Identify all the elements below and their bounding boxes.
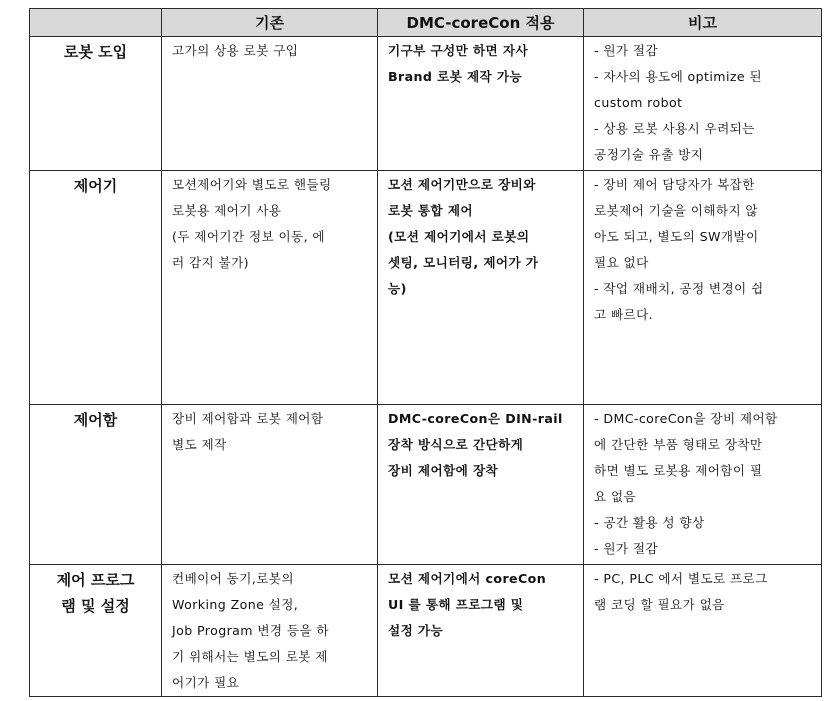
note-item — [594, 406, 815, 510]
table-row-control-box — [30, 405, 822, 565]
note-line: 고 빠르다. — [594, 307, 654, 322]
existing-line: 장비 제어함과 로봇 제어함 — [172, 411, 324, 426]
existing-cell — [162, 565, 378, 697]
applied-line: Brand 로봇 제작 가능 — [388, 69, 523, 84]
note-line: - 작업 재배치, 공정 변경이 쉽 — [594, 281, 764, 296]
existing-line: 러 감지 불가) — [172, 255, 249, 270]
note-line: - PC, PLC 에서 별도로 프로그 — [594, 571, 768, 586]
note-item — [594, 536, 815, 562]
applied-line: 셋팅, 모니터링, 제어가 가 — [388, 255, 539, 270]
note-line: - DMC-coreCon을 장비 제어함 — [594, 411, 778, 426]
existing-line: 로봇용 제어기 사용 — [172, 203, 282, 218]
applied-line: 능) — [388, 281, 407, 296]
note-line: - 장비 제어 담당자가 복잡한 — [594, 177, 755, 192]
note-line: 로봇제어 기술을 이해하지 않 — [594, 203, 758, 218]
applied-cell — [378, 171, 584, 405]
existing-line: 기 위해서는 별도의 로봇 제 — [172, 649, 328, 664]
header-existing: 기존 — [162, 9, 378, 37]
existing-line: Job Program 변경 등을 하 — [172, 623, 329, 638]
row-label — [30, 37, 162, 171]
note-line: 램 코딩 할 필요가 없음 — [594, 597, 725, 612]
note-line: 하면 별도 로봇용 제어함이 필 — [594, 463, 763, 478]
note-item — [594, 38, 815, 64]
row-label-line: 제어기 — [73, 177, 118, 195]
note-item — [594, 510, 815, 536]
applied-line: 장비 제어함에 장착 — [388, 463, 499, 478]
applied-line: 모션 제어기에서 coreCon — [388, 571, 547, 586]
notes-cell — [584, 37, 822, 171]
notes-list — [594, 172, 815, 328]
applied-line: 모션 제어기만으로 장비와 — [388, 177, 536, 192]
applied-line: 기구부 구성만 하면 자사 — [388, 43, 529, 58]
notes-cell — [584, 405, 822, 565]
notes-cell — [584, 171, 822, 405]
note-line: 아도 되고, 별도의 SW개발이 — [594, 229, 759, 244]
comparison-table-wrapper — [29, 8, 822, 697]
header-empty — [30, 9, 162, 37]
row-label-line: 로봇 도입 — [63, 43, 128, 61]
existing-line: 컨베이어 동기,로봇의 — [172, 571, 294, 586]
note-item — [594, 64, 815, 116]
comparison-table — [29, 8, 822, 697]
applied-line: 장착 방식으로 간단하게 — [388, 437, 524, 452]
table-row-program-settings — [30, 565, 822, 697]
existing-line: 어기가 필요 — [172, 675, 240, 690]
header-notes: 비고 — [584, 9, 822, 37]
note-line: - 원가 절감 — [594, 541, 659, 556]
applied-line: DMC-coreCon은 DIN-rail — [388, 411, 563, 426]
existing-cell — [162, 405, 378, 565]
table-row-controller — [30, 171, 822, 405]
applied-cell — [378, 405, 584, 565]
existing-line: (두 제어기간 정보 이동, 에 — [172, 229, 325, 244]
notes-list — [594, 566, 815, 618]
applied-cell — [378, 37, 584, 171]
applied-cell — [378, 565, 584, 697]
row-label-line: 제어 프로그 — [56, 571, 135, 589]
note-item — [594, 566, 815, 618]
header-applied: DMC-coreCon 적용 — [378, 9, 584, 37]
applied-line: 로봇 통합 제어 — [388, 203, 473, 218]
note-line: 필요 없다 — [594, 255, 649, 270]
notes-cell — [584, 565, 822, 697]
row-label-line: 램 및 설정 — [61, 597, 130, 615]
note-line: - 원가 절감 — [594, 43, 659, 58]
existing-cell — [162, 37, 378, 171]
applied-line: (모션 제어기에서 로봇의 — [388, 229, 530, 244]
existing-line: Working Zone 설정, — [172, 597, 299, 612]
applied-line: 설정 가능 — [388, 623, 444, 638]
row-label — [30, 565, 162, 697]
existing-line: 모션제어기와 별도로 핸들링 — [172, 177, 332, 192]
note-line: 요 없음 — [594, 489, 637, 504]
row-label — [30, 171, 162, 405]
note-line: - 공간 활용 성 향상 — [594, 515, 705, 530]
note-line: - 자사의 용도에 optimize 된 — [594, 69, 762, 84]
note-item — [594, 116, 815, 168]
row-label-line: 제어함 — [73, 411, 118, 429]
existing-cell — [162, 171, 378, 405]
table-row-robot-adoption — [30, 37, 822, 171]
note-item — [594, 276, 815, 328]
notes-list — [594, 38, 815, 168]
notes-list — [594, 406, 815, 562]
note-line: 에 간단한 부품 형태로 장착만 — [594, 437, 763, 452]
row-label — [30, 405, 162, 565]
applied-line: UI 를 통해 프로그램 및 — [388, 597, 524, 612]
existing-line: 별도 제작 — [172, 437, 227, 452]
note-line: 공정기술 유출 방지 — [594, 147, 704, 162]
note-item — [594, 172, 815, 276]
header-row — [30, 9, 822, 37]
existing-line: 고가의 상용 로봇 구입 — [172, 43, 299, 58]
note-line: - 상용 로봇 사용시 우려되는 — [594, 121, 755, 136]
note-line: custom robot — [594, 95, 683, 110]
